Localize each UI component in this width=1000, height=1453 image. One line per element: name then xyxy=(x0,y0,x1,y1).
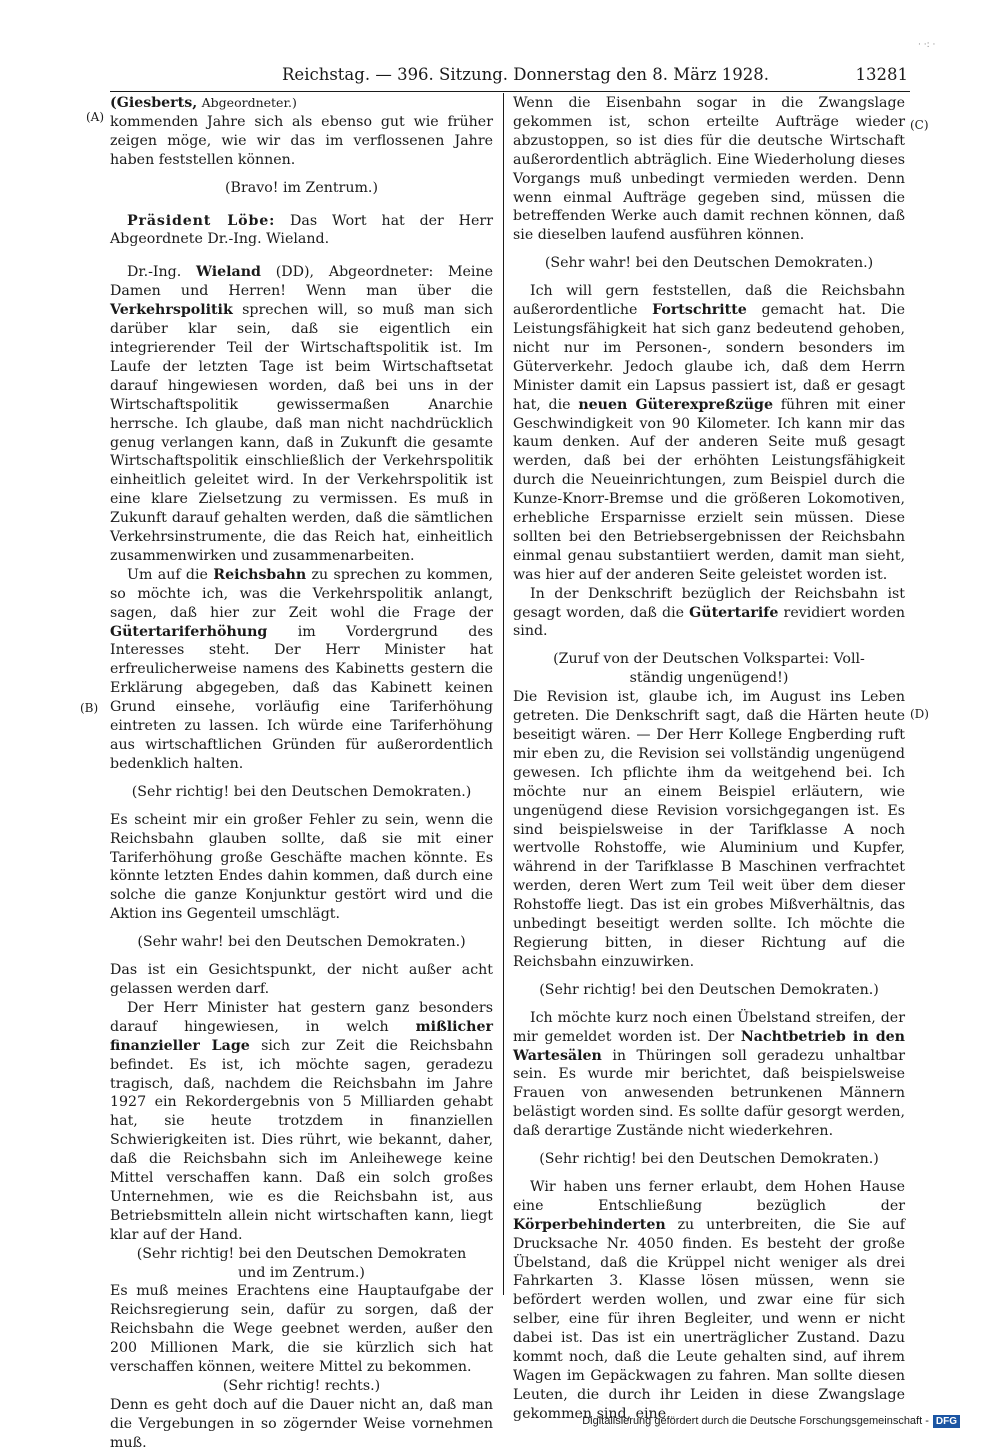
paragraph: Um auf die Reichsbahn zu sprechen zu kommen, so möchte ich, was die Verkehrspolitik anlangt, sagen, daß hier zur Zeit wohl die Frage der Gütertariferhöhung im Vordergrund des Interesses steht. Der Herr Minister hat erfreulicherweise namens des Kabinetts gestern die Erklärung abgegeben, daß das Kabinett keinen Grund einsehe, vorläufig eine Tariferhöhung eintreten zu lassen. Ich würde eine Tariferhöhung aus wirtschaftlichen Gründen für außerordentlich bedenklich halten. xyxy=(110,566,493,772)
reaction: (Sehr richtig! bei den Deutschen Demokraten.) xyxy=(131,783,472,800)
margin-mark-d: (D) xyxy=(910,707,929,721)
page-number: 13281 xyxy=(855,65,908,84)
dfg-logo: DFG xyxy=(933,1415,960,1428)
reaction: (Sehr richtig! bei den Deutschen Demokraten xyxy=(136,1245,467,1262)
reaction: (Sehr richtig! bei den Deutschen Demokraten.) xyxy=(539,1151,879,1168)
speaker-continuation: (Giesberts, Abgeordneter.) xyxy=(110,95,297,111)
paragraph: kommenden Jahre sich als ebenso gut wie früher zeigen möge, wie wir das im verflossenen Jahre haben feststellen können. xyxy=(110,113,493,168)
paragraph: Die Revision ist, glaube ich, im August ins Leben getreten. Die Denkschrift sagt, daß die Härten heute beseitigt wären. — Der Herr Kollege Engberding ruft mir eben zu, die Revision sei vollständig ungenügend gewesen. Ich pflichte ihm da weitgehend bei. Ich möchte nur an einem Beispiel erläutern, wie ungenügend diese Revision vorsichgegangen ist. Es sind beispielsweise in der Tarifklasse A noch wertvolle Rohstoffe, wie Aluminium und Kupfer, während in der Tarifklasse B Maschinen verfrachtet werden, deren Wert zum Teil weit über dem dieser Rohstoffe liegt. Das ist ein grobes Mißverhältnis, das unbedingt beseitigt werden sollte. Ich möchte die Regierung bitten, in dieser Richtung auf die Reichsbahn einzuwirken. xyxy=(513,689,905,970)
margin-mark-a: (A) xyxy=(86,110,105,124)
paragraph: Dr.-Ing. Wieland (DD), Abgeordneter: Meine Damen und Herren! Wenn man über die Verkehrspolitik sprechen will, so muß man sich darüber klar sein, daß sie eigentlich ein integrierender Teil der Wirtschaftspolitik ist. Im Laufe der letzten Tage ist beim Wirtschaftsetat darauf hingewiesen worden, daß bei uns in der Wirtschaftspolitik gewissermaßen Anarchie herrsche. Ich glaube, daß man nicht nachdrücklich genug verlangen kann, daß in Zukunft die gesamte Wirtschaftspolitik einschließlich der Verkehrspolitik einheitlich geleitet wird. In der Verkehrspolitik ist eine klare Zielsetzung zu vermissen. Es muß in Zukunft darauf gehalten werden, daß die sämtlichen Verkehrsinstrumente, die das Reich hat, einheitlich zusammenwirken und zusammenarbeiten. xyxy=(110,264,493,564)
paragraph: Das ist ein Gesichtspunkt, der nicht außer acht gelassen werden darf. xyxy=(110,962,493,997)
paragraph: Ich will gern feststellen, daß die Reichsbahn außerordentliche Fortschritte gemacht hat. Die Leistungsfähigkeit hat sich ganz bedeutend gehoben, nicht nur im Personen-, sondern besonders im Güterverkehr. Jedoch glaube ich, daß dem Herrn Minister damit ein Lapsus passiert ist, daß er gesagt hat, die neuen Güterexpreßzüge führen mit einer Geschwindigkeit von 90 Kilometer. Ich kann mir das kaum denken. Auf der anderen Seite muß gesagt werden, daß bei der erhöhten Leistungsfähigkeit durch die Neueinrichtungen, zum Beispiel durch die Kunze-Knorr-Bremse und die größeren Lokomotiven, erhebliche Ersparnisse erzielt sein müssen. Diese sollten bei den Betriebsergebnissen der Reichsbahn einmal genau substantiiert werden, damit man sieht, was hier auf der anderen Seite geleistet worden ist. xyxy=(513,283,905,583)
header-rule xyxy=(110,91,910,92)
margin-mark-c: (C) xyxy=(910,118,929,132)
paragraph: Ich möchte kurz noch einen Übelstand streifen, der mir gemeldet worden ist. Der Nachtbetrieb in den Wartesälen in Thüringen soll geradezu unhaltbar sein. Es wurde mir berichtet, daß beispielsweise Frauen von anwesenden betrunkenen Männern belästigt worden sind. Es sollte dafür gesorgt werden, daß derartige Zustände nicht wiederkehren. xyxy=(513,1009,905,1140)
interjection: ständig ungenügend!) xyxy=(629,670,789,687)
paragraph: Es scheint mir ein großer Fehler zu sein, wenn die Reichsbahn glauben sollte, daß sie mit einer Tariferhöhung große Geschäfte machen könnte. Es könnte letzten Endes dahin kommen, daß durch eine solche die ganze Konjunktur gestört wird und die Aktion ins Gegenteil umschlägt. xyxy=(110,811,493,923)
paragraph: Wir haben uns ferner erlaubt, dem Hohen Hause eine Entschließung bezüglich der Körperbehinderten zu unterbreiten, die Sie auf Drucksache Nr. 4050 finden. Es besteht der große Übelstand, daß die Krüppel nicht weniger als drei Fahrkarten 3. Klasse lösen müssen, wenn sie befördert werden wollen, und zwar eine für sich selber, eine für ihren Begleiter, und wenn er nicht dabei ist. Das ist ein unerträglicher Zustand. Dazu kommt noch, daß die Leute gehalten sind, auf ihrem Wagen im Gepäckwagen zu fahren. Man sollte diesen Leuten, die durch ihr Leiden in diese Zwangslage gekommen sind, eine xyxy=(513,1178,905,1422)
reaction: (Sehr wahr! bei den Deutschen Demokraten.) xyxy=(544,255,874,272)
reaction: und im Zentrum.) xyxy=(238,1264,365,1281)
reaction: (Sehr richtig! rechts.) xyxy=(222,1378,381,1394)
reaction: (Sehr richtig! bei den Deutschen Demokraten.) xyxy=(539,981,879,998)
paragraph: In der Denkschrift bezüglich der Reichsbahn ist gesagt worden, daß die Gütertarife revidiert worden sind. xyxy=(513,585,905,640)
margin-mark-b: (B) xyxy=(80,701,99,715)
paragraph: Denn es geht doch auf die Dauer nicht an, daß man die Vergebungen in so zögernder Weise vornehmen muß. xyxy=(110,1396,493,1451)
president-remark: Präsident Löbe: Das Wort hat der Herr Abgeordnete Dr.-Ing. Wieland. xyxy=(110,212,494,248)
paragraph: Der Herr Minister hat gestern ganz besonders darauf hingewiesen, in welch mißlicher finanzieller Lage sich zur Zeit die Reichsbahn befindet. Es ist, ich möchte sagen, geradezu tragisch, daß, nachdem die Reichsbahn im Jahre 1927 ein Rekordergebnis von 5 Milliarden gehabt hat, sie heute trotzdem in finanziellen Schwierigkeiten ist. Dies rührt, wie bekannt, daher, daß die Reichsbahn sich im Anleihewege keine Mittel verschaffen kann. Daß ein solch großes Unternehmen, wie es die Reichsbahn ist, aus Betriebsmitteln allein nicht wirtschaften kann, liegt klar auf der Hand. xyxy=(110,999,493,1243)
column-divider xyxy=(503,93,504,1295)
interjection: (Zuruf von der Deutschen Volkspartei: Voll- xyxy=(553,651,865,668)
left-column xyxy=(110,94,493,1453)
running-title: Reichstag. — 396. Sitzung. Donnerstag den 8. März 1928. xyxy=(282,65,770,84)
paragraph: Es muß meines Erachtens eine Hauptaufgabe der Reichsregierung sein, dafür zu sorgen, daß der Reichsbahn die Wege geebnet werden, außer den 200 Millionen Mark, die sie kürzlich sich hat verschaffen können, weitere Mittel zu bekommen. xyxy=(110,1283,493,1376)
right-column xyxy=(513,94,905,1424)
page-header xyxy=(110,62,910,88)
reaction: (Sehr wahr! bei den Deutschen Demokraten.) xyxy=(137,934,466,951)
footer-text: Digitalisierung gefördert durch die Deutsche Forschungsgemeinschaft - xyxy=(582,1415,929,1427)
paragraph: Wenn die Eisenbahn sogar in die Zwangslage gekommen ist, schon erteilte Aufträge wieder abzustoppen, so ist dies für die deutsche Wirtschaft außerordentlich abträglich. Eine Wiederholung dieses Vorgangs muß unbedingt vermieden werden. Denn wenn einmal Aufträge gegeben sind, müssen die betreffenden Werke auch damit rechnen können, daß sie dieselben laufend ausführen können. xyxy=(513,95,905,244)
speaker-name: (Giesberts, xyxy=(110,95,198,111)
scan-artifact: · ·: · xyxy=(918,40,936,50)
footer-credit xyxy=(582,1414,960,1428)
reaction: (Bravo! im Zentrum.) xyxy=(225,179,378,196)
